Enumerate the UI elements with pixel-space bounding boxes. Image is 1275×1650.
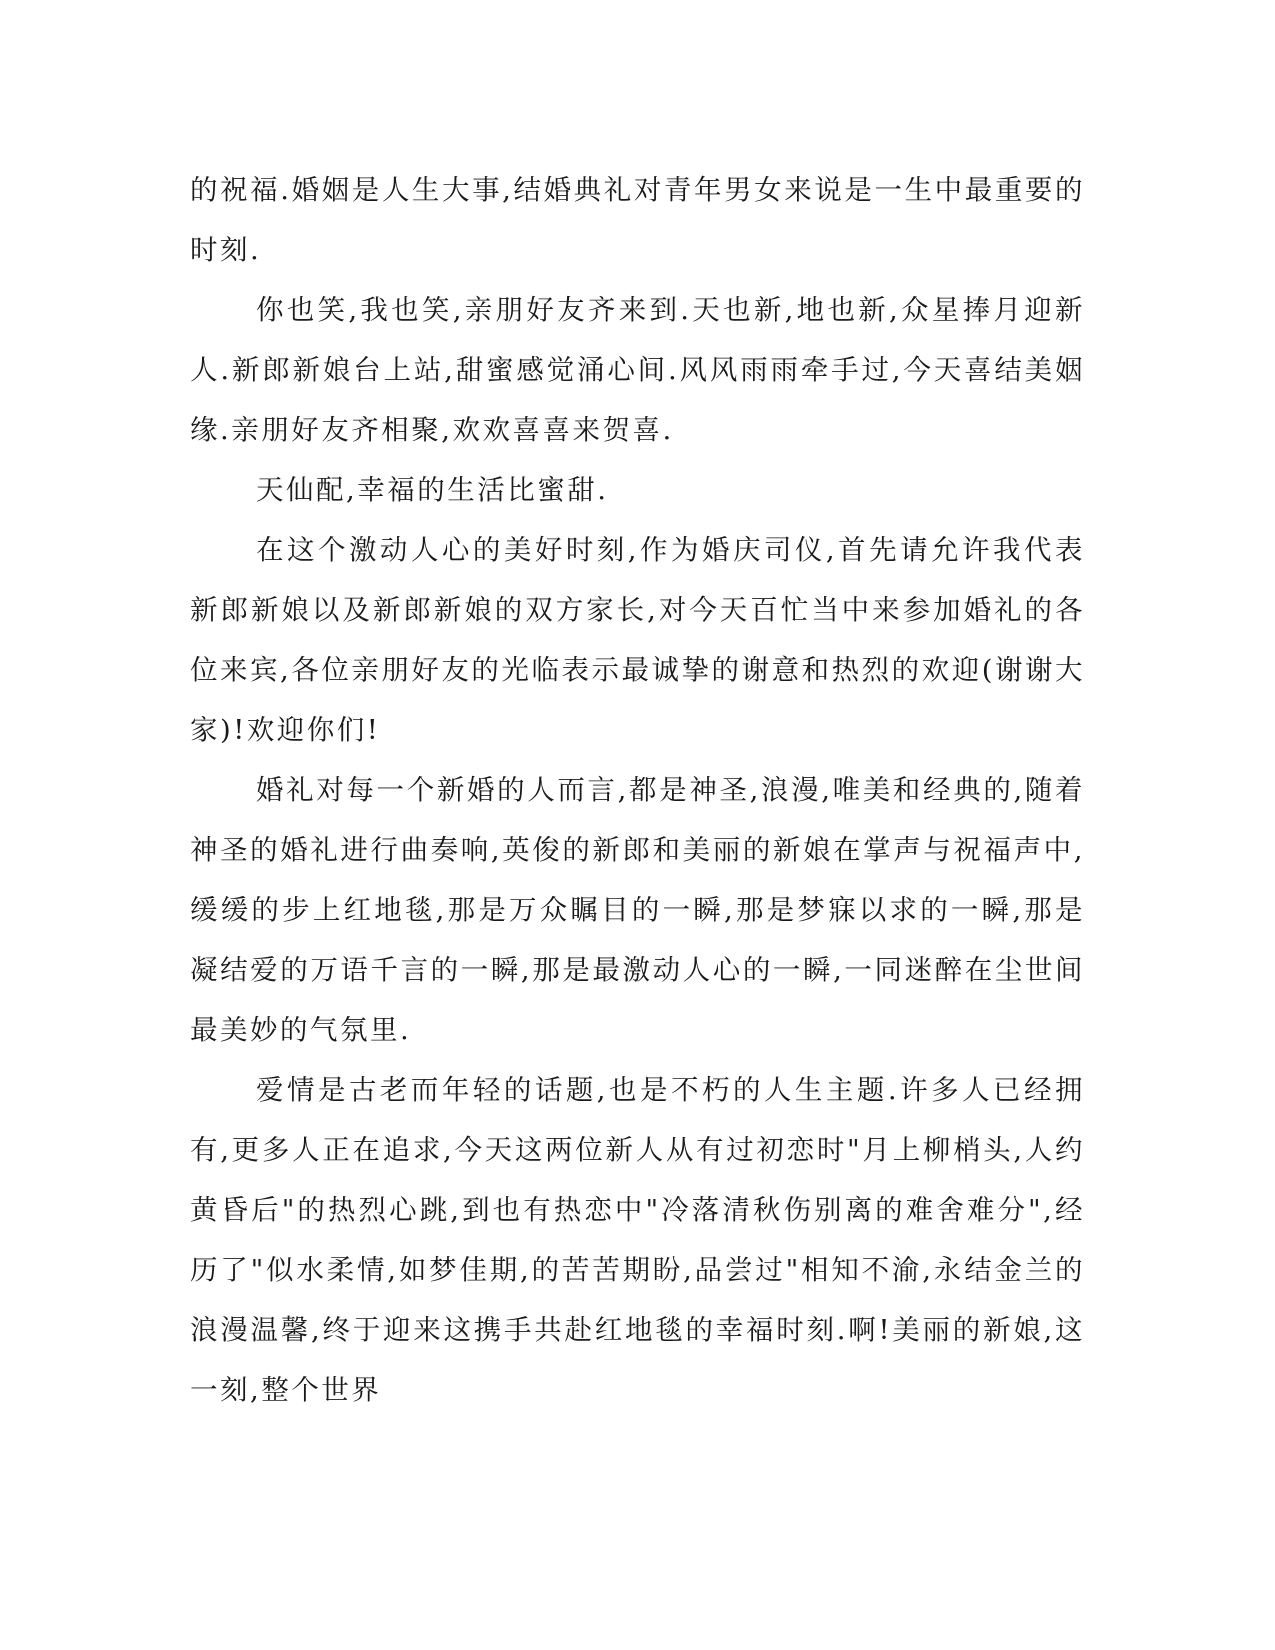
paragraph-2: 你也笑,我也笑,亲朋好友齐来到.天也新,地也新,众星捧月迎新人.新郎新娘台上站,甜蜜感觉涌心间.风风雨雨牵手过,今天喜结美姻缘.亲朋好友齐相聚,欢欢喜喜来贺喜. <box>190 294 1085 446</box>
document-body <box>190 160 1085 1420</box>
paragraph-1: 的祝福.婚姻是人生大事,结婚典礼对青年男女来说是一生中最重要的时刻. <box>190 174 1085 266</box>
paragraph-6: 爱情是古老而年轻的话题,也是不朽的人生主题.许多人已经拥有,更多人正在追求,今天这两位新人从有过初恋时"月上柳梢头,人约黄昏后"的热烈心跳,到也有热恋中"冷落清秋伤别离的难舍难分",经历了"似水柔情,如梦佳期,的苦苦期盼,品尝过"相知不渝,永结金兰的浪漫温馨,终于迎来这携手共赴红地毯的幸福时刻.啊!美丽的新娘,这一刻,整个世界 <box>190 1074 1085 1406</box>
paragraph-3: 天仙配,幸福的生活比蜜甜. <box>256 474 609 506</box>
paragraph-4: 在这个激动人心的美好时刻,作为婚庆司仪,首先请允许我代表新郎新娘以及新郎新娘的双方家长,对今天百忙当中来参加婚礼的各位来宾,各位亲朋好友的光临表示最诚挚的谢意和热烈的欢迎(谢谢大家)!欢迎你们! <box>190 534 1085 746</box>
paragraph-5: 婚礼对每一个新婚的人而言,都是神圣,浪漫,唯美和经典的,随着神圣的婚礼进行曲奏响,英俊的新郎和美丽的新娘在掌声与祝福声中,缓缓的步上红地毯,那是万众瞩目的一瞬,那是梦寐以求的一瞬,那是凝结爱的万语千言的一瞬,那是最激动人心的一瞬,一同迷醉在尘世间最美妙的气氛里. <box>190 774 1085 1046</box>
